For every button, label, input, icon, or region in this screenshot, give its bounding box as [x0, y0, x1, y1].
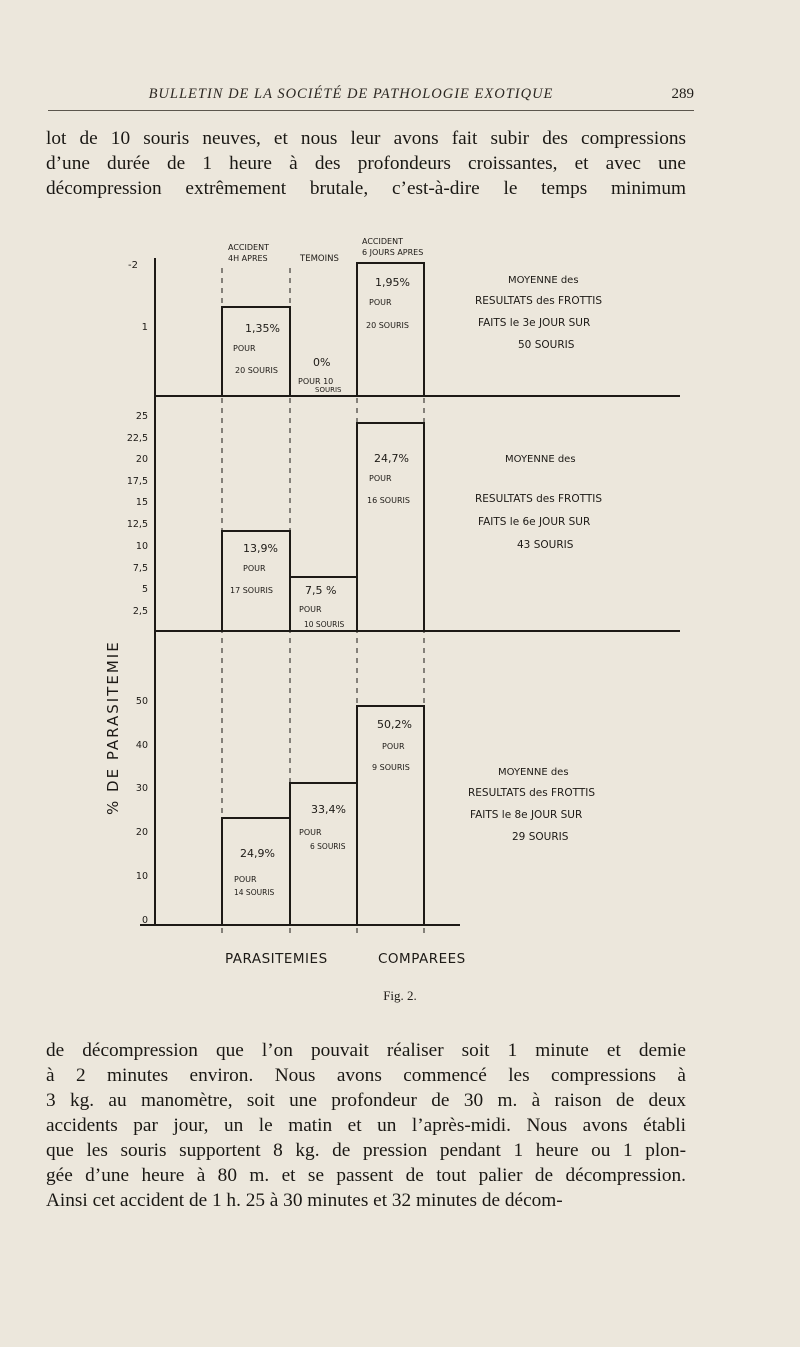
text-line: que les souris supportent 8 kg. de pression pendant 1 heure ou 1 plon- [46, 1140, 686, 1161]
tick-label: 17,5 [126, 476, 148, 487]
summary-line: MOYENNE des [505, 454, 576, 465]
tick-label: 0 [141, 915, 148, 926]
tick-label: 20 [135, 827, 148, 838]
bar-value: 24,7% [374, 452, 409, 465]
y-axis-label: % DE PARASITEMIE [104, 640, 122, 815]
summary-line: MOYENNE des [498, 767, 569, 778]
summary-line: 43 SOURIS [517, 539, 574, 551]
x-axis-label: COMPAREES [378, 951, 466, 967]
bar [222, 818, 290, 925]
bar-count: 10 SOURIS [304, 620, 345, 629]
bar-pour: POUR [233, 344, 256, 353]
text-line: d’une durée de 1 heure à des profondeurs croissantes, et avec une [46, 153, 686, 174]
text-line: gée d’une heure à 80 m. et se passent de tout palier de décompression. [46, 1165, 686, 1186]
bar-pour: POUR [299, 605, 322, 614]
page-number: 289 [671, 86, 694, 102]
column-header: 4H APRES [228, 254, 268, 263]
bar-value: 13,9% [243, 542, 278, 555]
text-line: accidents par jour, un le matin et un l’après-midi. Nous avons établi [46, 1115, 686, 1136]
x-axis-label: PARASITEMIES [225, 951, 328, 967]
tick-label: 15 [135, 497, 148, 508]
tick-label: -2 [128, 260, 138, 271]
figure-caption: Fig. 2. [383, 988, 417, 1003]
summary-line: FAITS le 6e JOUR SUR [478, 516, 591, 528]
journal-title: BULLETIN DE LA SOCIÉTÉ DE PATHOLOGIE EXOTIQUE [148, 86, 554, 102]
summary-line: FAITS le 8e JOUR SUR [470, 809, 583, 821]
summary-line: RESULTATS des FROTTIS [468, 787, 596, 799]
bar-count: 16 SOURIS [367, 496, 410, 505]
bar-value: 1,35% [245, 322, 280, 335]
bar-count: SOURIS [315, 386, 342, 394]
bar-pour: POUR [369, 474, 392, 483]
bar-value: 1,95% [375, 276, 410, 289]
tick-label: 10 [135, 541, 148, 552]
bar-value: 24,9% [240, 847, 275, 860]
column-header: 6 JOURS APRES [362, 248, 424, 257]
column-header: ACCIDENT [228, 243, 269, 252]
bar-count: 14 SOURIS [234, 888, 275, 897]
bar-count: 6 SOURIS [310, 842, 346, 851]
tick-label: 30 [135, 783, 148, 794]
tick-label: 25 [135, 411, 148, 422]
bar-count: 20 SOURIS [366, 321, 409, 330]
bar-value: 7,5 % [305, 584, 337, 597]
bar-pour: POUR [243, 564, 266, 573]
column-header: TEMOINS [300, 254, 339, 264]
tick-label: 40 [135, 740, 148, 751]
bar-count: 20 SOURIS [235, 366, 278, 375]
paragraph-bottom [46, 1038, 686, 1213]
bar-count: 9 SOURIS [372, 763, 410, 772]
tick-label: 5 [141, 584, 148, 595]
bar-pour: POUR 10 [298, 377, 334, 386]
tick-labels-panel-3 [136, 696, 148, 926]
tick-label: 10 [135, 871, 148, 882]
bar-pour: POUR [382, 742, 405, 751]
text-line: Ainsi cet accident de 1 h. 25 à 30 minutes et 32 minutes de décom- [46, 1190, 563, 1211]
tick-labels-panel-2 [127, 411, 148, 617]
bar-value: 33,4% [311, 803, 346, 816]
summary-line: RESULTATS des FROTTIS [475, 295, 603, 307]
tick-label: 1 [141, 322, 148, 333]
tick-label: 22,5 [126, 433, 148, 444]
text-line: de décompression que l’on pouvait réaliser soit 1 minute et demie [46, 1040, 686, 1061]
tick-label: 7,5 [132, 563, 148, 574]
column-header: ACCIDENT [362, 237, 403, 246]
bar-count: 17 SOURIS [230, 586, 273, 595]
summary-line: MOYENNE des [508, 275, 579, 286]
summary-line: FAITS le 3e JOUR SUR [478, 317, 591, 329]
text-line: à 2 minutes environ. Nous avons commencé les compressions à [46, 1065, 686, 1086]
tick-label: 20 [135, 454, 148, 465]
tick-label: 50 [135, 696, 148, 707]
bar-pour: POUR [234, 875, 257, 884]
summary-line: 50 SOURIS [518, 339, 575, 351]
text-line: lot de 10 souris neuves, et nous leur avons fait subir des compressions [46, 128, 686, 149]
summary-line: 29 SOURIS [512, 831, 569, 843]
tick-labels-panel-1 [128, 260, 148, 333]
bar-pour: POUR [369, 298, 392, 307]
tick-label: 12,5 [126, 519, 148, 530]
summary-line: RESULTATS des FROTTIS [475, 493, 603, 505]
text-line: décompression extrêmement brutale, c’est-à-dire le temps minimum [46, 178, 686, 199]
bar [357, 706, 424, 925]
bar-value: 0% [313, 356, 331, 369]
bar-pour: POUR [299, 828, 322, 837]
text-line: 3 kg. au manomètre, soit une profondeur de 30 m. à raison de deux [46, 1090, 686, 1111]
bar-value: 50,2% [377, 718, 412, 731]
tick-label: 2,5 [132, 606, 148, 617]
